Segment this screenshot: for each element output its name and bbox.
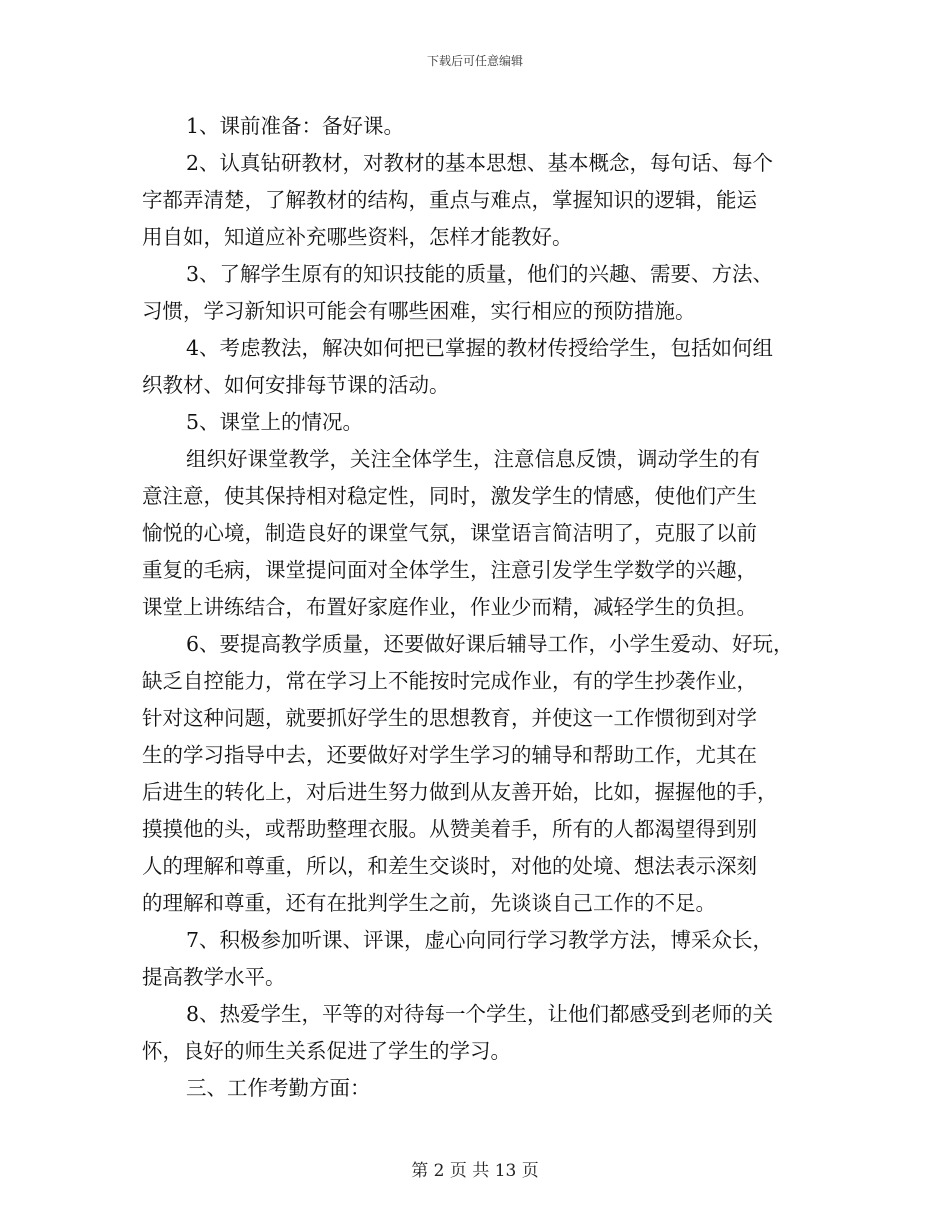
text-line: 摸摸他的头，或帮助整理衣服。从赞美着手，所有的人都渴望得到别 xyxy=(142,817,757,841)
text-line: 7、积极参加听课、评课，虚心向同行学习教学方法，博采众长， xyxy=(186,928,774,952)
text-line: 1、课前准备：备好课。 xyxy=(186,114,405,138)
text-line: 的理解和尊重，还有在批判学生之前，先谈谈自己工作的不足。 xyxy=(142,891,716,915)
text-line: 用自如，知道应补充哪些资料，怎样才能教好。 xyxy=(142,225,573,249)
text-line: 2、认真钻研教材，对教材的基本思想、基本概念，每句话、每个 xyxy=(186,151,774,175)
text-line: 4、考虑教法，解决如何把已掌握的教材传授给学生，包括如何组 xyxy=(186,336,774,360)
text-line: 织教材、如何安排每节课的活动。 xyxy=(142,373,450,397)
section-heading: 三、工作考勤方面： xyxy=(186,1076,371,1100)
text-line: 生的学习指导中去，还要做好对学生学习的辅导和帮助工作，尤其在 xyxy=(142,743,757,767)
text-line: 人的理解和尊重，所以，和差生交谈时，对他的处境、想法表示深刻 xyxy=(142,854,757,878)
text-line: 提高教学水平。 xyxy=(142,965,286,989)
text-line: 后进生的转化上，对后进生努力做到从友善开始，比如，握握他的手， xyxy=(142,780,778,804)
text-line: 5、课堂上的情况。 xyxy=(186,410,364,434)
text-line: 习惯，学习新知识可能会有哪些困难，实行相应的预防措施。 xyxy=(142,299,696,323)
text-line: 意注意，使其保持相对稳定性，同时，激发学生的情感，使他们产生 xyxy=(142,484,757,508)
text-line: 6、要提高教学质量，还要做好课后辅导工作，小学生爱动、好玩， xyxy=(186,632,794,656)
page-header: 下载后可任意编辑 xyxy=(426,54,523,68)
text-line: 缺乏自控能力，常在学习上不能按时完成作业，有的学生抄袭作业， xyxy=(142,669,757,693)
text-line: 重复的毛病，课堂提问面对全体学生，注意引发学生学数学的兴趣， xyxy=(142,558,757,582)
text-line: 组织好课堂教学，关注全体学生，注意信息反馈，调动学生的有 xyxy=(186,447,760,471)
page-number: 第 2 页 共 13 页 xyxy=(411,1161,539,1181)
text-line: 3、了解学生原有的知识技能的质量，他们的兴趣、需要、方法、 xyxy=(186,262,774,286)
text-line: 针对这种问题，就要抓好学生的思想教育，并使这一工作惯彻到对学 xyxy=(142,706,757,730)
text-line: 课堂上讲练结合，布置好家庭作业，作业少而精，减轻学生的负担。 xyxy=(142,595,757,619)
text-line: 字都弄清楚，了解教材的结构，重点与难点，掌握知识的逻辑，能运 xyxy=(142,188,757,212)
text-line: 愉悦的心境，制造良好的课堂气氛，课堂语言简洁明了，克服了以前 xyxy=(142,521,757,545)
text-line: 8、热爱学生，平等的对待每一个学生，让他们都感受到老师的关 xyxy=(186,1002,774,1026)
text-line: 怀，良好的师生关系促进了学生的学习。 xyxy=(142,1039,511,1063)
